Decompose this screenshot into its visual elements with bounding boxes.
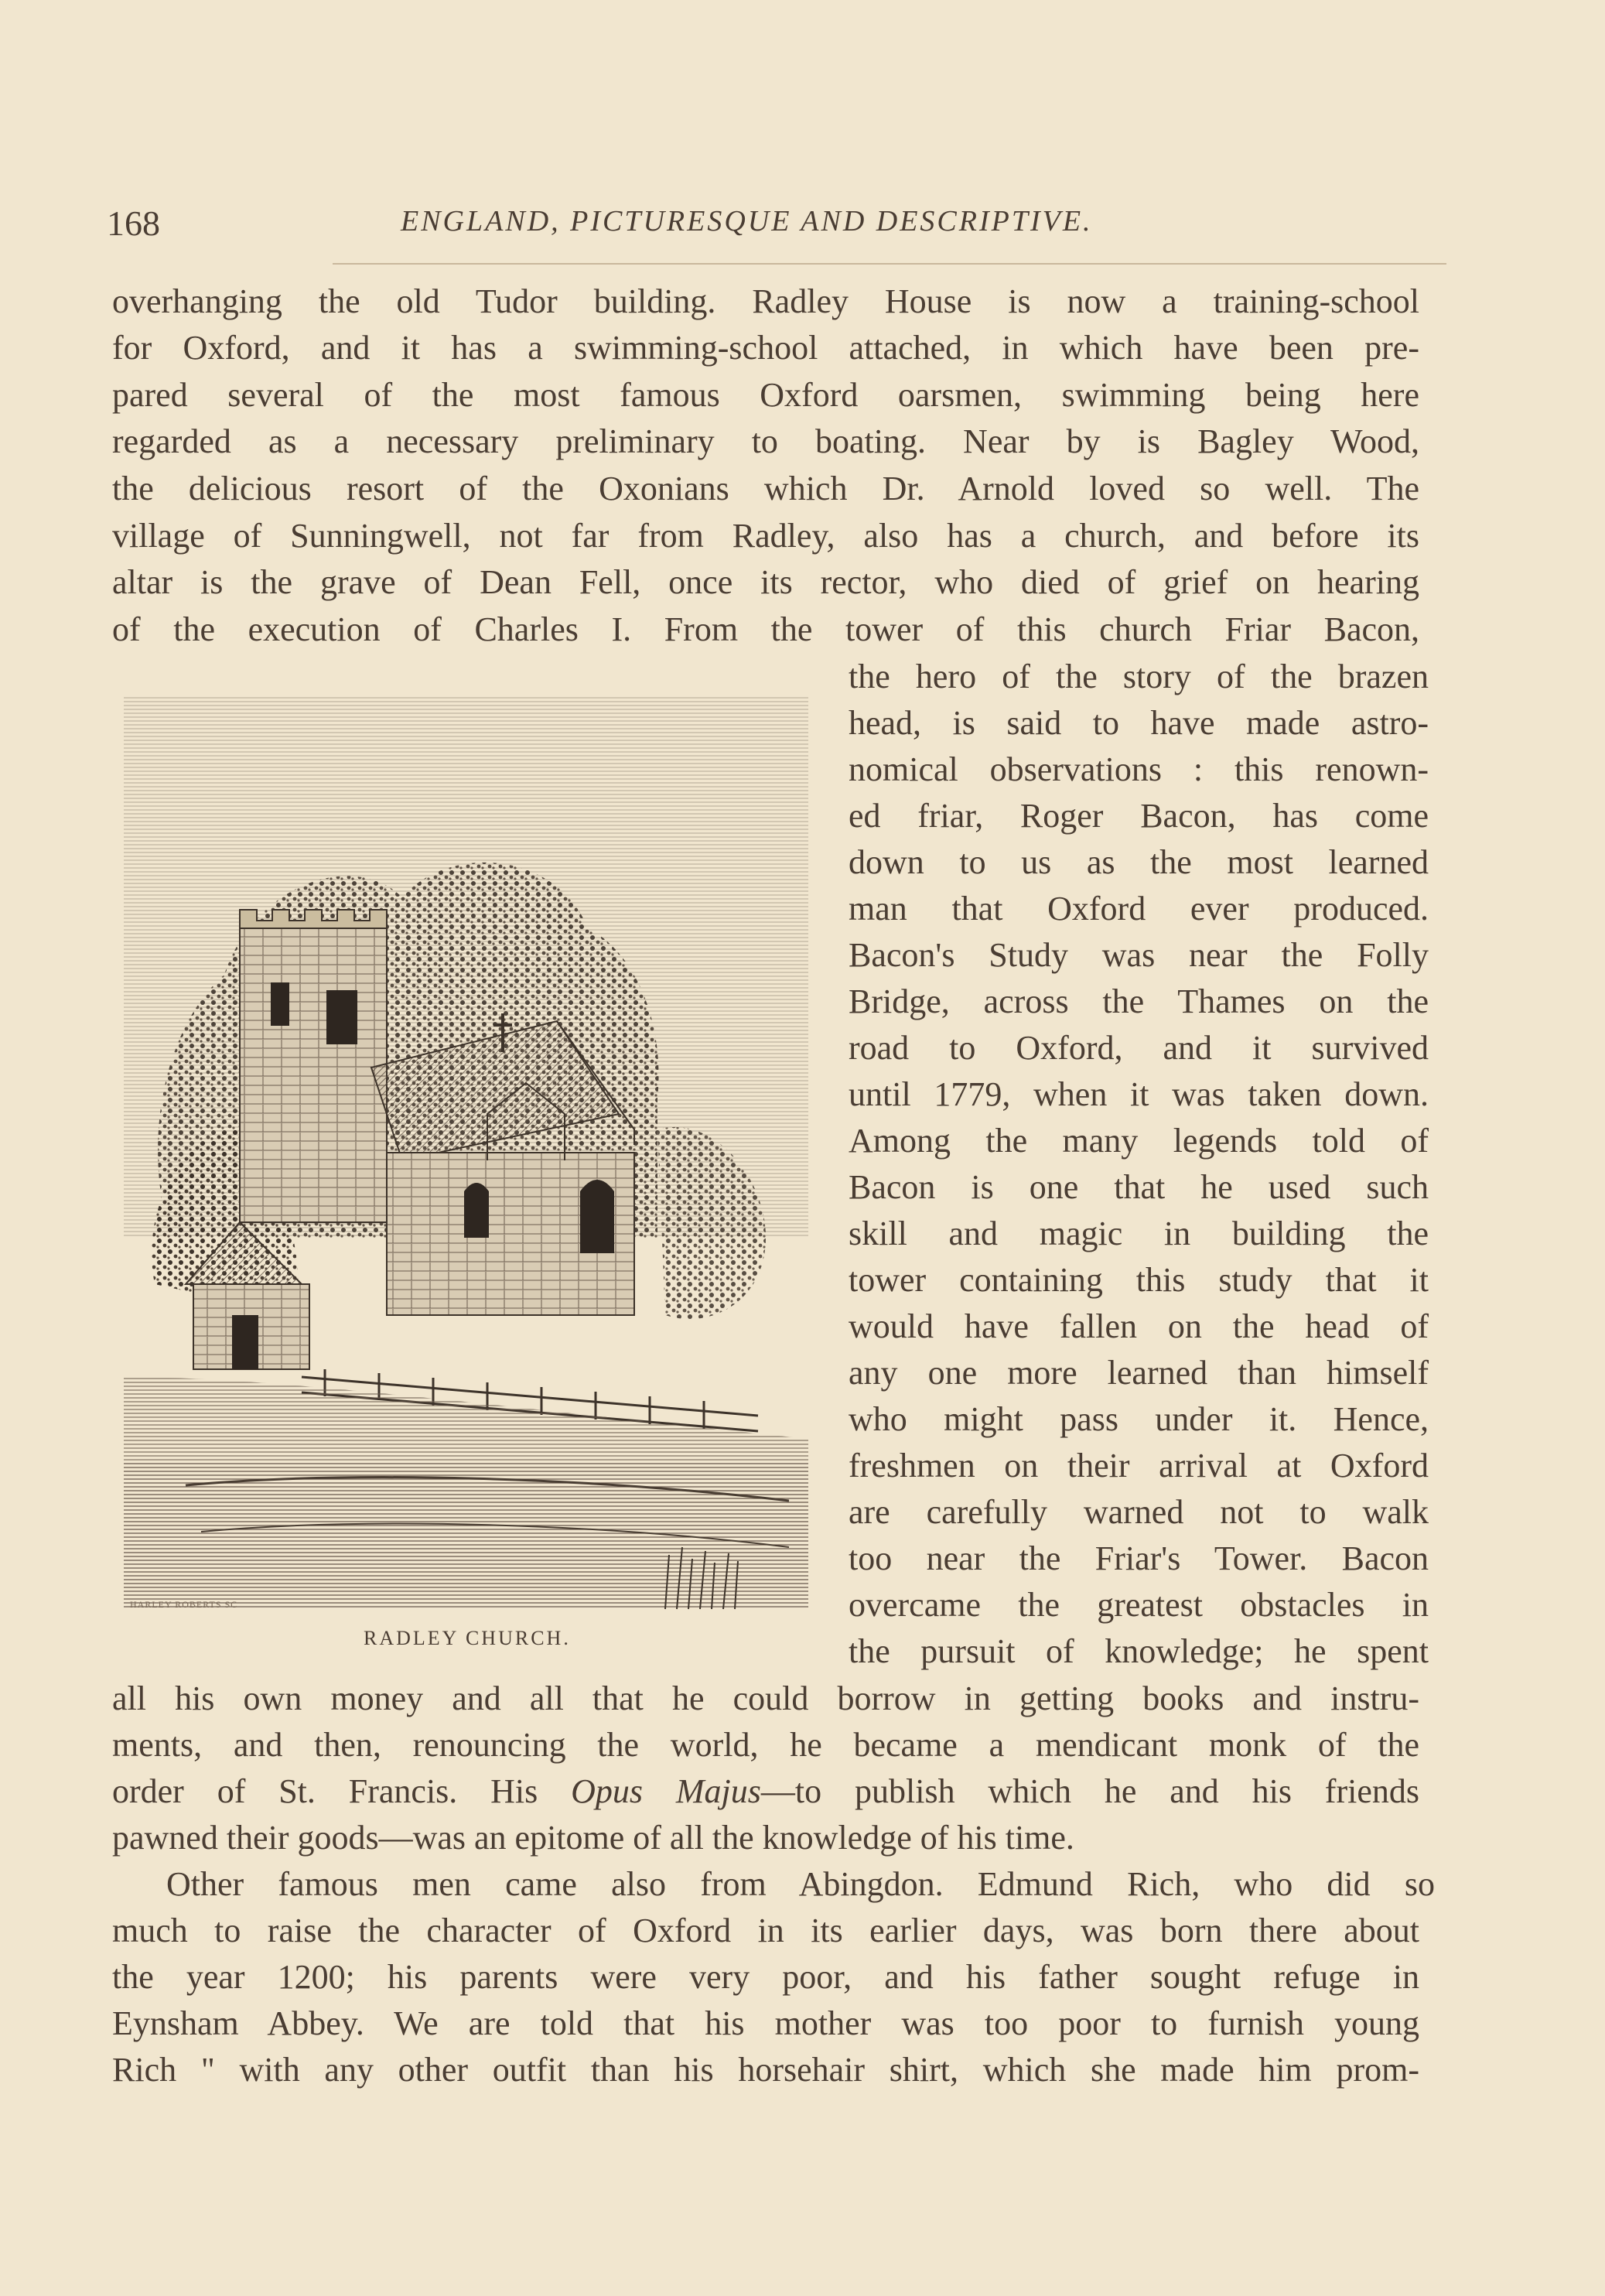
- text-line: down to us as the most learned: [849, 843, 1429, 881]
- text-line: Rich " with any other outfit than his horsehair shirt, which she made him prom-: [112, 2051, 1419, 2089]
- text-line: of the execution of Charles I. From the tower of this church Friar Bacon,: [112, 610, 1419, 648]
- text-line: man that Oxford ever produced.: [849, 890, 1429, 928]
- text-line: much to raise the character of Oxford in its earlier days, was born there about: [112, 1912, 1419, 1949]
- text-line: are carefully warned not to walk: [849, 1493, 1429, 1531]
- text-line: Eynsham Abbey. We are told that his mother was too poor to furnish young: [112, 2004, 1419, 2042]
- text-line: all his own money and all that he could borrow in getting books and instru-: [112, 1679, 1419, 1717]
- text-line: Bridge, across the Thames on the: [849, 982, 1429, 1020]
- text-span: order of St. Francis. His: [112, 1772, 572, 1810]
- radley-church-engraving: [124, 696, 808, 1617]
- text-line: village of Sunningwell, not far from Radley, also has a church, and before its: [112, 517, 1419, 555]
- book-title-italic: Opus Majus: [571, 1772, 761, 1810]
- engraver-signature: HARLEY ROBERTS SC: [130, 1599, 238, 1610]
- text-line: regarded as a necessary preliminary to boating. Near by is Bagley Wood,: [112, 422, 1419, 460]
- text-line: altar is the grave of Dean Fell, once its rector, who died of grief on hearing: [112, 563, 1419, 601]
- text-line: the pursuit of knowledge; he spent: [849, 1632, 1429, 1670]
- text-line: head, is said to have made astro-: [849, 704, 1429, 742]
- text-line: road to Oxford, and it survived: [849, 1029, 1429, 1067]
- text-line: too near the Friar's Tower. Bacon: [849, 1539, 1429, 1577]
- text-line: overcame the greatest obstacles in: [849, 1586, 1429, 1624]
- text-line: nomical observations : this renown-: [849, 750, 1429, 788]
- text-line: for Oxford, and it has a swimming-school attached, in which have been pre-: [112, 329, 1419, 367]
- text-line: overhanging the old Tudor building. Radley House is now a training-school: [112, 282, 1419, 320]
- text-line: tower containing this study that it: [849, 1261, 1429, 1299]
- illustration-caption: RADLEY CHURCH.: [364, 1627, 571, 1649]
- text-line: Bacon's Study was near the Folly: [849, 936, 1429, 974]
- text-line: pared several of the most famous Oxford oarsmen, swimming being here: [112, 376, 1419, 414]
- text-line: ed friar, Roger Bacon, has come: [849, 797, 1429, 835]
- text-line: would have fallen on the head of: [849, 1307, 1429, 1345]
- text-line: freshmen on their arrival at Oxford: [849, 1447, 1429, 1485]
- text-line: ments, and then, renouncing the world, he became a mendicant monk of the: [112, 1726, 1419, 1764]
- text-line: skill and magic in building the: [849, 1215, 1429, 1252]
- text-line: Among the many legends told of: [849, 1122, 1429, 1160]
- text-line: Other famous men came also from Abingdon. Edmund Rich, who did so: [166, 1865, 1435, 1903]
- text-line: Bacon is one that he used such: [849, 1168, 1429, 1206]
- text-line: who might pass under it. Hence,: [849, 1400, 1429, 1438]
- text-line: until 1779, when it was taken down.: [849, 1075, 1429, 1113]
- text-line: the hero of the story of the brazen: [849, 658, 1429, 695]
- text-line-with-italic: [112, 1772, 1419, 1810]
- text-span: —to publish which he and his friends: [760, 1772, 1419, 1810]
- text-line: any one more learned than himself: [849, 1354, 1429, 1392]
- text-line: the year 1200; his parents were very poor, and his father sought refuge in: [112, 1958, 1419, 1996]
- header-rule: [333, 263, 1446, 265]
- page-header: [107, 203, 1437, 241]
- text-line: pawned their goods—was an epitome of all the knowledge of his time.: [112, 1819, 1074, 1857]
- running-title: ENGLAND, PICTURESQUE AND DESCRIPTIVE.: [401, 205, 1093, 237]
- page-number: 168: [107, 203, 160, 243]
- text-line: the delicious resort of the Oxonians which Dr. Arnold loved so well. The: [112, 470, 1419, 507]
